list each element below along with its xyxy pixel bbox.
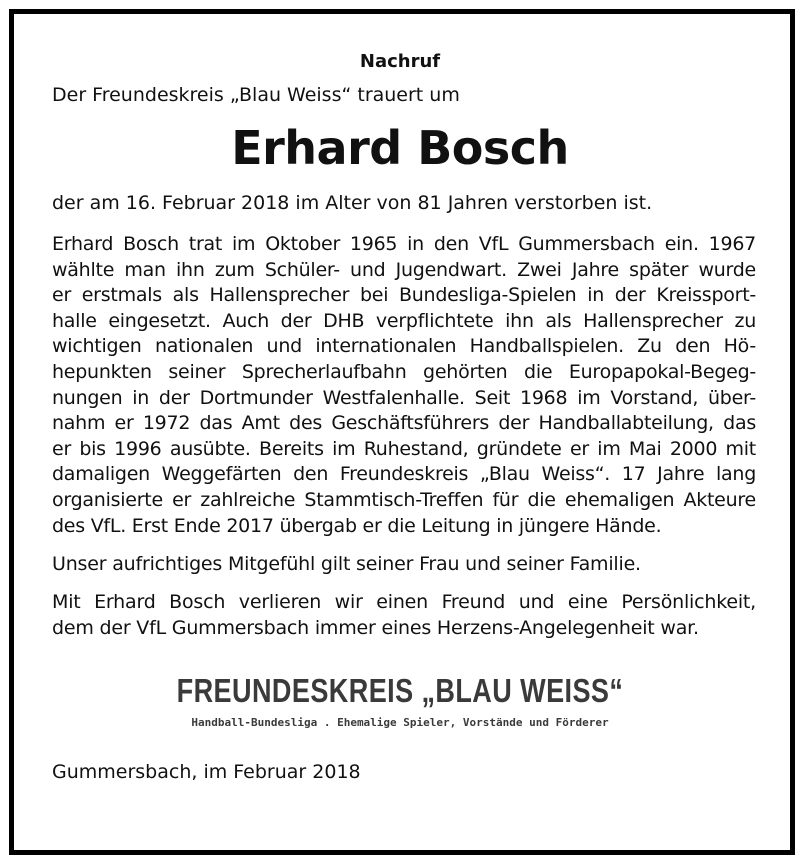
biography-line: Erhard Bosch trat im Oktober 1965 in den VfL Gummersbach ein. 1967 — [52, 233, 756, 255]
place-date-footer: Gummersbach, im Februar 2018 — [52, 761, 361, 784]
obituary-notice — [44, 36, 756, 785]
condolence-paragraph: Unser aufrichtiges Mitgefühl gilt seiner Frau und seiner Familie. — [52, 553, 641, 576]
notice-heading: Nachruf — [359, 51, 441, 72]
biography-line: wichtigen nationalen und internationalen Handballspielen. Zu den Hö- — [52, 335, 756, 358]
closing-line: Mit Erhard Bosch verlieren wir einen Freund und eine Persönlichkeit, — [52, 591, 756, 614]
biography-line: er erstmals als Hallensprecher bei Bundesliga-Spielen in der Kreissport- — [52, 284, 756, 307]
closing-paragraph — [52, 589, 756, 641]
biography-line: damaligen Weggefärten den Freundeskreis „Blau Weiss“. 17 Jahre lang — [52, 463, 756, 486]
closing-line: dem der VfL Gummersbach immer eines Herzens-Angelegenheit war. — [52, 617, 699, 640]
biography-paragraph — [52, 232, 756, 539]
biography-line: des VfL. Erst Ende 2017 übergab er die Leitung in jüngere Hände. — [52, 514, 662, 537]
biography-line: nungen in der Dortmunder Westfalenhalle. Seit 1968 im Vorstand, über- — [52, 386, 756, 409]
biography-line: wählte man ihn zum Schüler- und Jugendwart. Zwei Jahre später wurde — [52, 258, 756, 281]
logo-subtitle: Handball-Bundesliga . Ehemalige Spieler, Vorstände und Förderer — [191, 716, 609, 730]
biography-line: halle eingesetzt. Auch der DHB verpflichtete ihn als Hallensprecher zu — [52, 309, 756, 332]
death-date-line: der am 16. Februar 2018 im Alter von 81 Jahren verstorben ist. — [52, 192, 653, 214]
deceased-name: Erhard Bosch — [231, 121, 569, 175]
logo-title: FREUNDESKREIS „BLAU WEISS“ — [176, 672, 624, 710]
freundeskreis-logo — [44, 673, 756, 731]
biography-line: er bis 1996 ausübte. Bereits im Ruhestand, gründete er im Mai 2000 mit — [52, 437, 756, 460]
biography-line: organisierte er zahlreiche Stammtisch-Treffen für die ehemaligen Akteure — [52, 488, 756, 511]
notice-intro: Der Freundeskreis „Blau Weiss“ trauert um — [52, 84, 460, 106]
biography-line: hepunkten seiner Sprecherlaufbahn gehörten die Europapokal-Begeg- — [52, 360, 756, 383]
biography-line: nahm er 1972 das Amt des Geschäftsführers der Handballabteilung, das — [52, 412, 756, 435]
